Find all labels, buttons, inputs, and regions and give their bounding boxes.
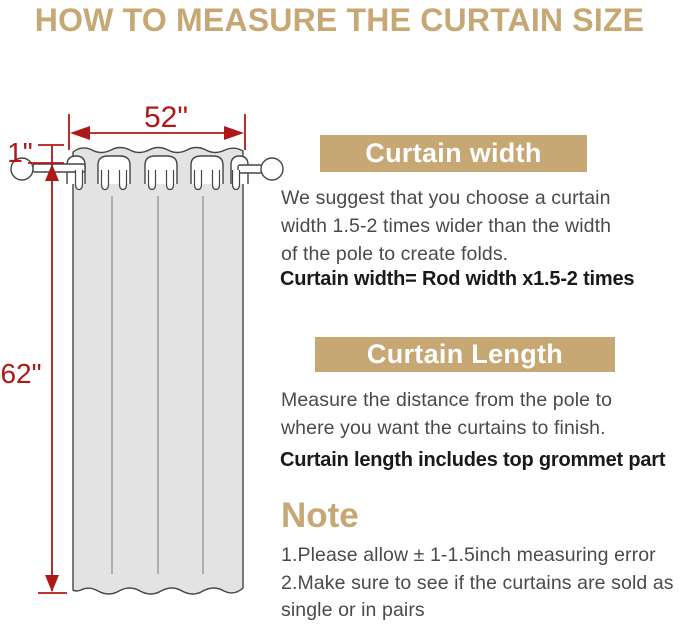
note-item: 2.Make sure to see if the curtains are sold as single or in pairs — [281, 571, 674, 621]
curtain-diagram — [0, 95, 290, 619]
width-dimension-label: 52" — [143, 101, 189, 134]
curtain-fabric — [73, 148, 243, 595]
page-title: HOW TO MEASURE THE CURTAIN SIZE — [34, 2, 645, 38]
curtain-length-heading: Curtain Length — [366, 339, 564, 369]
curtain-length-formula: Curtain length includes top grommet part — [280, 449, 666, 471]
curtain-width-heading-box — [320, 135, 587, 172]
note-heading: Note — [281, 496, 359, 535]
grommet-offset-dimension — [7, 137, 64, 168]
grommet-offset-label: 1" — [7, 137, 33, 168]
curtain-length-heading-box — [315, 337, 615, 372]
length-dimension-label: 62" — [0, 358, 42, 389]
length-dimension — [0, 145, 67, 593]
curtain-width-description: We suggest that you choose a curtain width 1.5-2 times wider than the width of the pole to create folds. — [281, 187, 612, 265]
note-list — [281, 542, 678, 625]
curtain-width-heading: Curtain width — [365, 138, 542, 168]
curtain-length-description: Measure the distance from the pole to where you want the curtains to finish. — [281, 389, 613, 439]
width-dimension — [69, 101, 245, 150]
rod-finial-right — [261, 158, 283, 180]
curtain-width-formula: Curtain width= Rod width x1.5-2 times — [280, 268, 635, 290]
note-item: 1.Please allow ± 1-1.5inch measuring error — [281, 544, 656, 566]
